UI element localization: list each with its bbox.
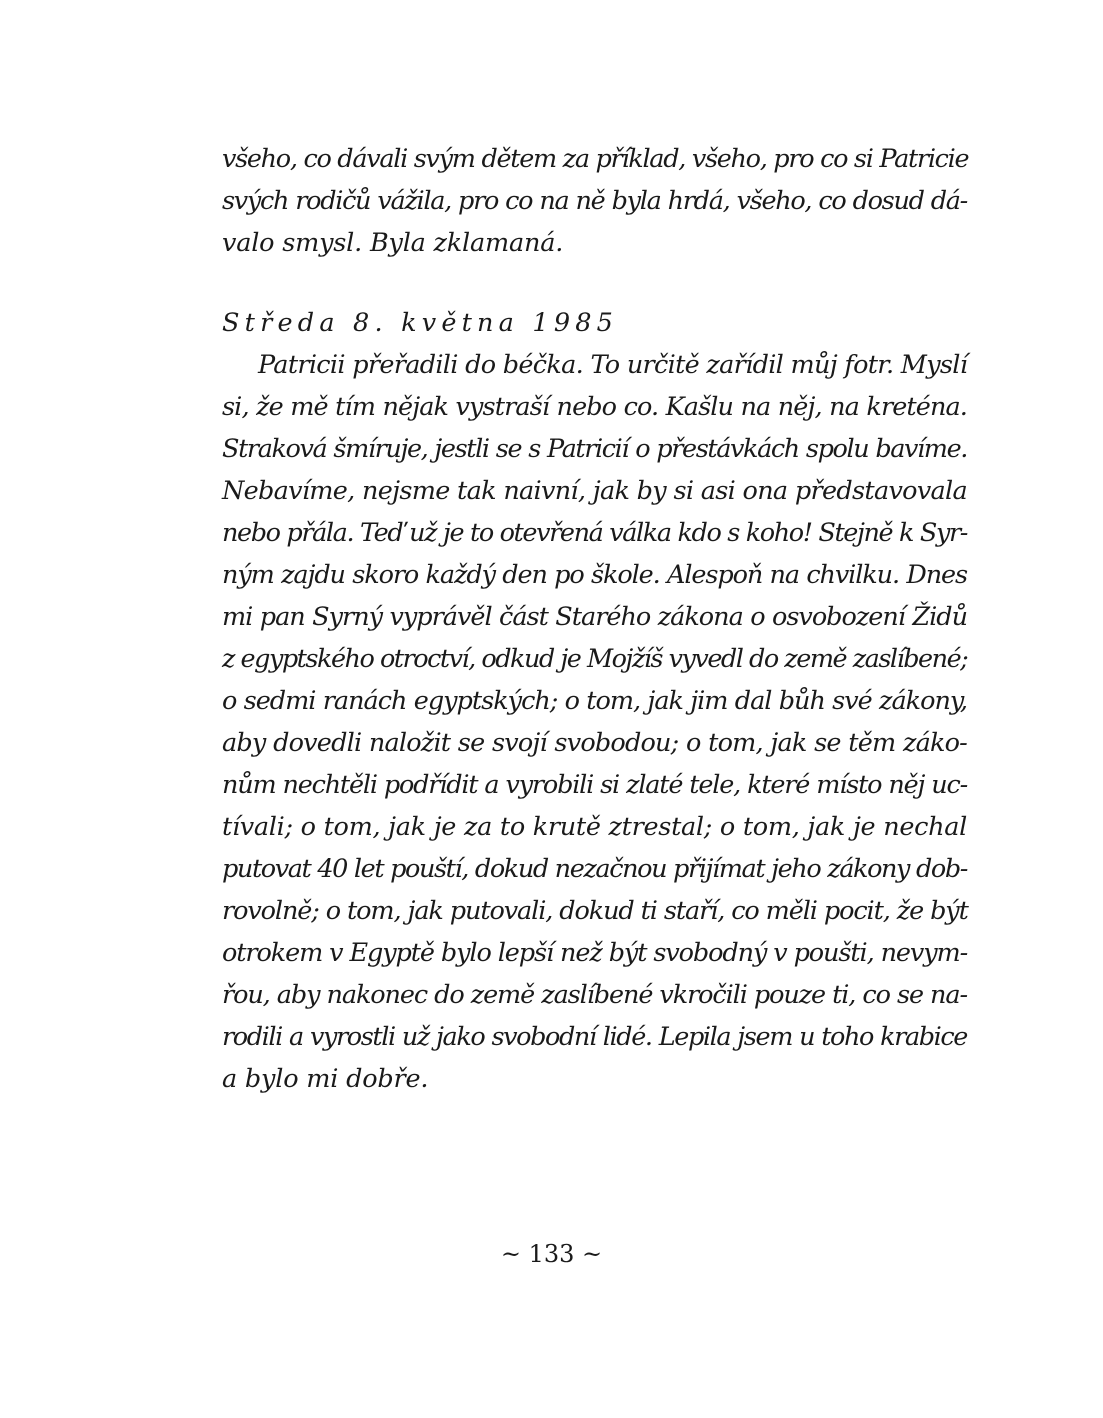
text-line: řou, aby nakonec do země zaslíbené vkročili pouze ti, co se na-: [222, 980, 967, 1010]
text-line: rodili a vyrostli už jako svobodní lidé. Lepila jsem u toho krabice: [222, 1022, 967, 1052]
text-line: valo smysl. Byla zklamaná.: [222, 228, 564, 258]
text-line: rovolně; o tom, jak putovali, dokud ti staří, co měli pocit, že být: [222, 896, 968, 926]
text-line: a bylo mi dobře.: [222, 1064, 429, 1094]
paragraph-continuation: [222, 138, 967, 264]
text-line: nebo přála. Teď už je to otevřená válka kdo s koho! Stejně k Syr-: [222, 518, 967, 548]
text-line: všeho, co dávali svým dětem za příklad, všeho, pro co si Patricie: [222, 144, 969, 174]
text-line: nům nechtěli podřídit a vyrobili si zlaté tele, které místo něj uc-: [222, 770, 967, 800]
text-line: si, že mě tím nějak vystraší nebo co. Kašlu na něj, na kreténa.: [222, 392, 967, 422]
page-number: ~ 133 ~: [500, 1240, 603, 1268]
diary-entry-paragraph: [222, 344, 967, 1100]
text-line: Nebavíme, nejsme tak naivní, jak by si asi ona představovala: [222, 476, 967, 506]
text-line: putovat 40 let pouští, dokud nezačnou přijímat jeho zákony dob-: [222, 854, 967, 884]
text-line: tívali; o tom, jak je za to krutě ztrestal; o tom, jak je nechal: [222, 812, 967, 842]
text-line: z egyptského otroctví, odkud je Mojžíš vyvedl do země zaslíbené;: [222, 644, 968, 674]
text-line: aby dovedli naložit se svojí svobodou; o tom, jak se těm záko-: [222, 728, 967, 758]
diary-date-heading: Středa 8. května 1985: [222, 308, 619, 338]
text-line: svých rodičů vážila, pro co na ně byla hrdá, všeho, co dosud dá-: [222, 186, 967, 216]
text-line: Patricii přeřadili do béčka. To určitě zařídil můj fotr. Myslí: [258, 350, 968, 380]
text-line: Straková šmíruje, jestli se s Patricií o přestávkách spolu bavíme.: [222, 434, 967, 464]
text-line: o sedmi ranách egyptských; o tom, jak jim dal bůh své zákony,: [222, 686, 967, 716]
text-line: otrokem v Egyptě bylo lepší než být svobodný v poušti, nevym-: [222, 938, 968, 968]
text-line: ným zajdu skoro každý den po škole. Alespoň na chvilku. Dnes: [222, 560, 967, 590]
text-line: mi pan Syrný vyprávěl část Starého zákona o osvobození Židů: [222, 602, 967, 632]
